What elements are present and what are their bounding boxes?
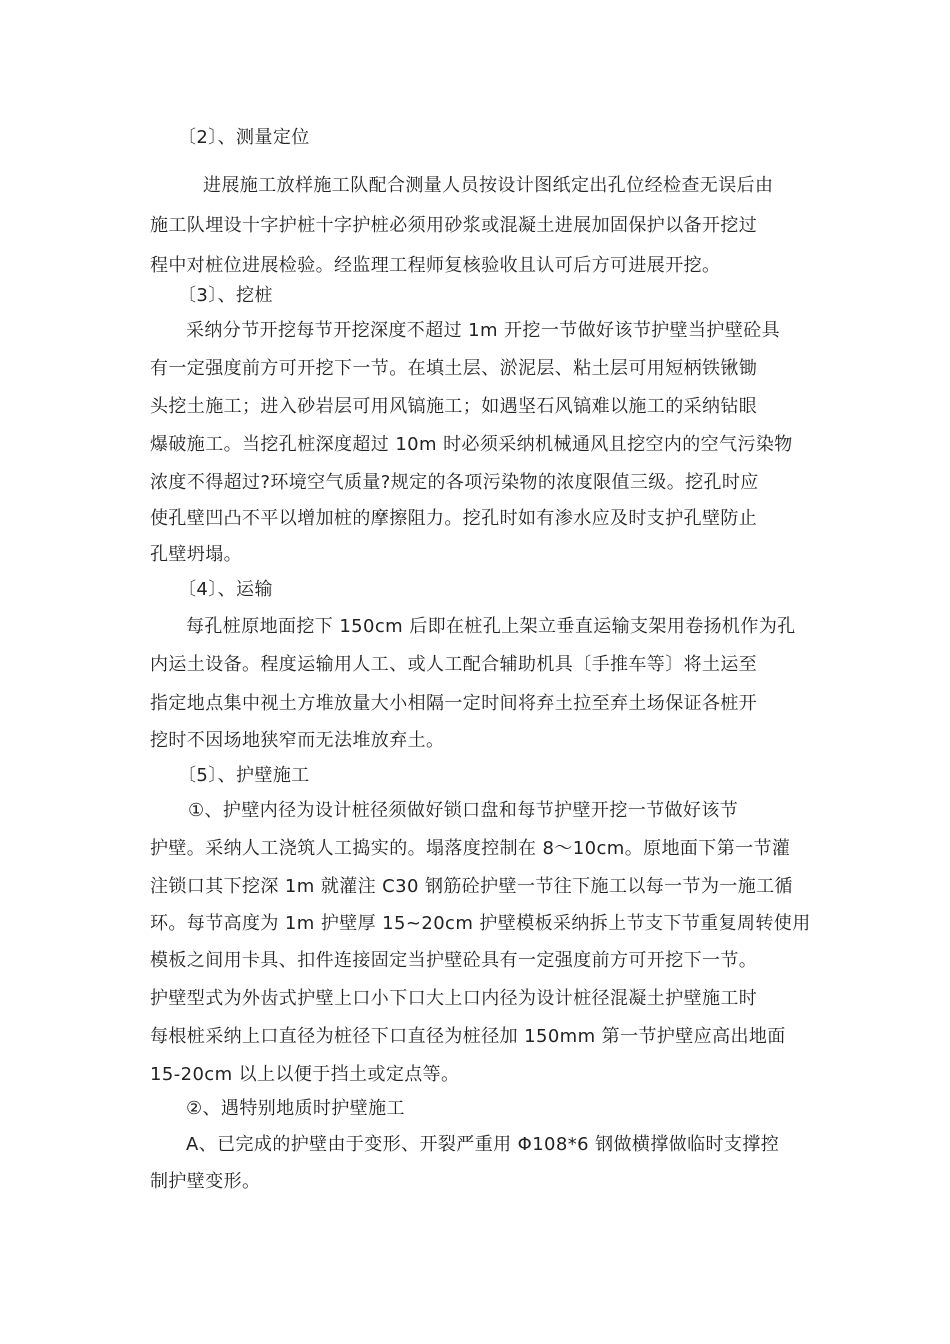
section-5-item-1-line-1: ①、护壁内径为设计桩径须做好锁口盘和每节护壁开挖一节做好该节 bbox=[188, 800, 739, 821]
section-5-item-1-line-8: 15-20cm 以上以便于挡土或定点等。 bbox=[150, 1064, 460, 1085]
section-5-item-1-line-3: 注锁口其下挖深 1m 就灌注 C30 钢筋砼护壁一节往下施工以每一节为一施工循 bbox=[150, 876, 793, 897]
section-3-line-7: 孔壁坍塌。 bbox=[150, 544, 242, 565]
section-5-item-1-line-7: 每根桩采纳上口直径为桩径下口直径为桩径加 150mm 第一节护壁应高出地面 bbox=[150, 1026, 786, 1047]
section-2-line-1: 进展施工放样施工队配合测量人员按设计图纸定出孔位经检查无误后由 bbox=[203, 175, 774, 196]
section-3-heading: 〔3〕、挖桩 bbox=[178, 285, 273, 306]
section-2-line-2: 施工队埋设十字护桩十字护桩必须用砂浆或混凝土进展加固保护以备开挖过 bbox=[150, 215, 758, 236]
section-5-item-2-heading: ②、遇特别地质时护壁施工 bbox=[186, 1098, 405, 1119]
section-4-line-3: 指定地点集中视土方堆放量大小相隔一定时间将弃土拉至弃土场保证各桩开 bbox=[150, 693, 758, 714]
section-4-line-2: 内运土设备。程度运输用人工、或人工配合辅助机具〔手推车等〕将土运至 bbox=[150, 654, 758, 675]
section-5-item-2-line-2: 制护壁变形。 bbox=[150, 1171, 261, 1192]
section-4-line-1: 每孔桩原地面挖下 150cm 后即在桩孔上架立垂直运输支架用卷扬机作为孔 bbox=[186, 616, 796, 637]
section-5-item-2-line-1: A、已完成的护壁由于变形、开裂严重用 Φ108*6 钢做横撑做临时支撑控 bbox=[186, 1134, 780, 1155]
section-5-item-1-line-6: 护壁型式为外齿式护壁上口小下口大上口内径为设计桩径混凝土护壁施工时 bbox=[150, 988, 758, 1009]
section-2-heading: 〔2〕、测量定位 bbox=[178, 127, 310, 148]
section-5-item-1-line-2: 护壁。采纳人工浇筑人工捣实的。塌落度控制在 8～10cm。原地面下第一节灌 bbox=[150, 838, 791, 859]
section-4-heading: 〔4〕、运输 bbox=[178, 579, 273, 600]
section-3-line-3: 头挖土施工；进入砂岩层可用风镐施工；如遇坚石风镐难以施工的采纳钻眼 bbox=[150, 396, 758, 417]
section-2-line-3: 程中对桩位进展检验。经监理工程师复核验收且认可后方可进展开挖。 bbox=[150, 255, 721, 276]
section-3-line-6: 使孔壁凹凸不平以增加桩的摩擦阻力。挖孔时如有渗水应及时支护孔壁防止 bbox=[150, 508, 758, 529]
section-5-item-1-line-4: 环。每节高度为 1m 护壁厚 15~20cm 护壁模板采纳拆上节支下节重复周转使用 bbox=[150, 913, 811, 934]
section-3-line-2: 有一定强度前方可开挖下一节。在填土层、淤泥层、粘土层可用短柄铁锹锄 bbox=[150, 358, 758, 379]
section-5-heading: 〔5〕、护壁施工 bbox=[178, 765, 310, 786]
section-4-line-4: 挖时不因场地狭窄而无法堆放弃土。 bbox=[150, 730, 445, 751]
section-3-line-5: 浓度不得超过?环境空气质量?规定的各项污染物的浓度限值三级。挖孔时应 bbox=[150, 472, 759, 493]
section-3-line-4: 爆破施工。当挖孔桩深度超过 10m 时必须采纳机械通风且挖空内的空气污染物 bbox=[150, 434, 793, 455]
section-5-item-1-line-5: 模板之间用卡具、扣件连接固定当护壁砼具有一定强度前方可开挖下一节。 bbox=[150, 950, 758, 971]
section-3-line-1: 采纳分节开挖每节开挖深度不超过 1m 开挖一节做好该节护壁当护壁砼具 bbox=[186, 320, 781, 341]
